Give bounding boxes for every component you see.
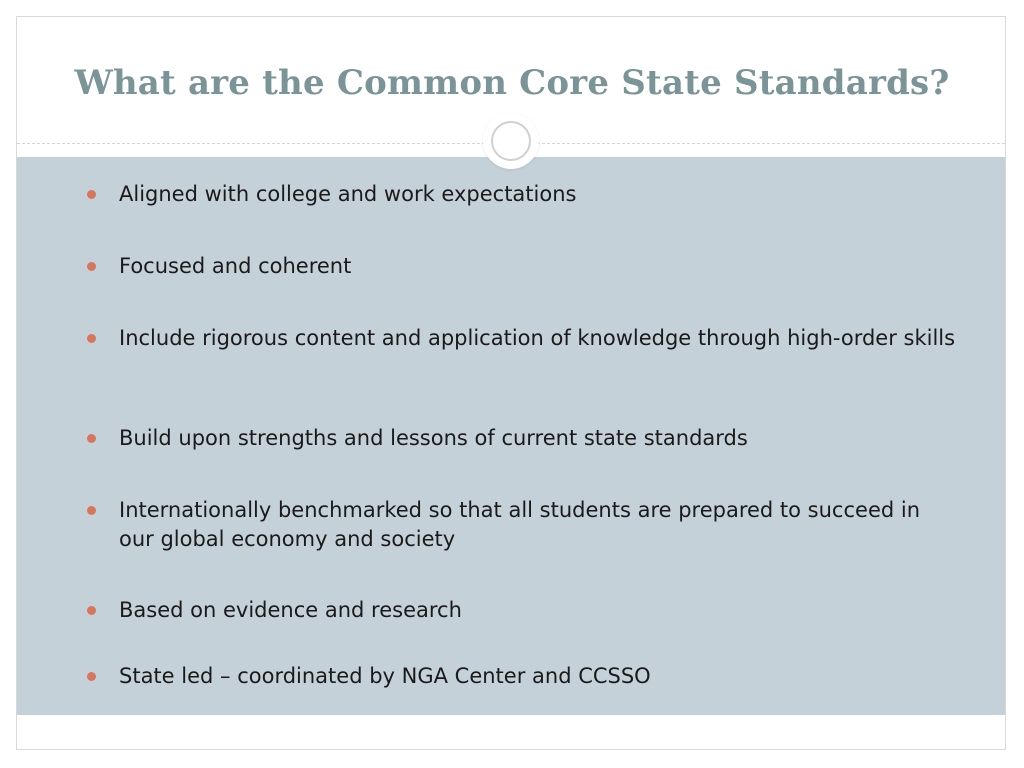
dot-bullet-icon [87, 606, 96, 615]
bullet-text: Aligned with college and work expectations [119, 182, 577, 206]
circle-ring-icon [483, 113, 539, 169]
dot-bullet-icon [87, 334, 96, 343]
footer-band [17, 715, 1005, 749]
dot-bullet-icon [87, 262, 96, 271]
inner-ring [491, 121, 531, 161]
dot-bullet-icon [87, 434, 96, 443]
bullet-text: Include rigorous content and application of knowledge through high-order skills [119, 326, 956, 350]
dot-bullet-icon [87, 506, 96, 515]
bullet-text: Build upon strengths and lessons of current state standards [119, 426, 748, 450]
slide-title: What are the Common Core State Standards? [74, 63, 950, 103]
bullet-text: Focused and coherent [119, 254, 352, 278]
slide [16, 16, 1006, 750]
bullet-text: Internationally benchmarked so that all students are prepared to succeed in our global economy and society [119, 498, 921, 551]
dot-bullet-icon [87, 190, 96, 199]
bullet-text: State led – coordinated by NGA Center and CCSSO [119, 664, 651, 688]
bullet-text: Based on evidence and research [119, 598, 462, 622]
dot-bullet-icon [87, 672, 96, 681]
